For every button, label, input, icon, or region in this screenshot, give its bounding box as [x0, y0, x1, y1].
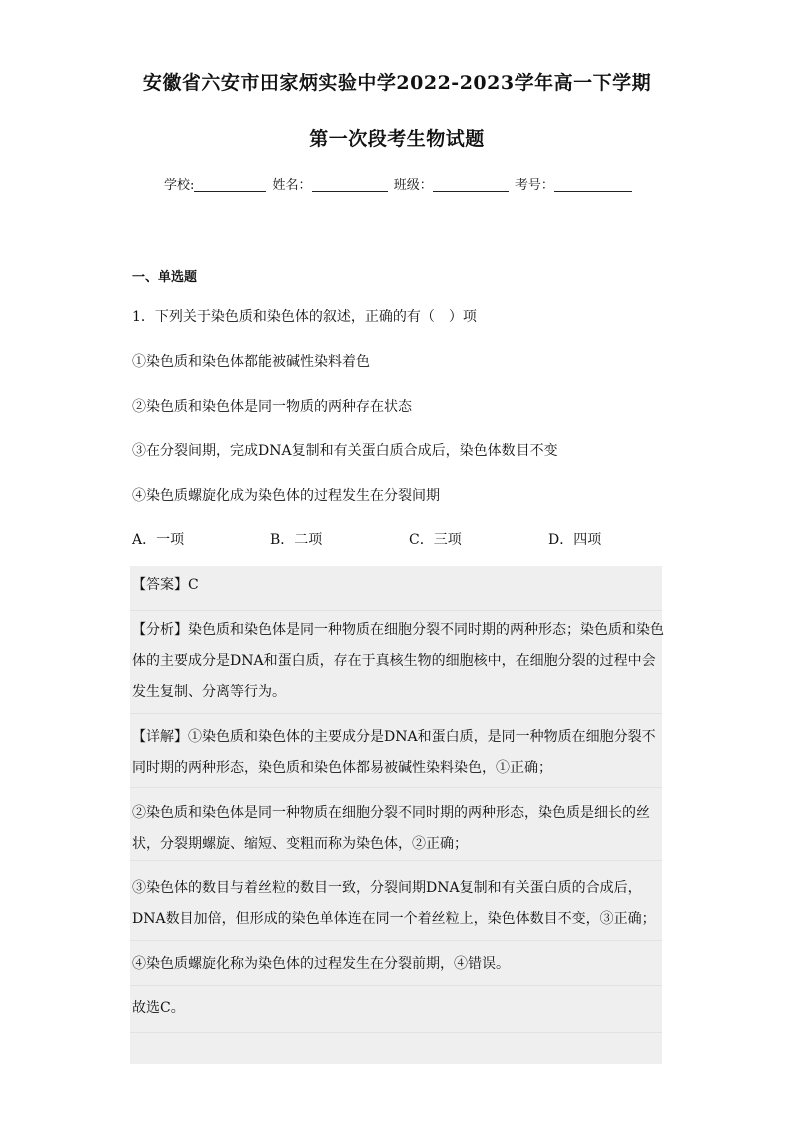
analysis-line: 体的主要成分是DNA和蛋白质，存在于真核生物的细胞核中，在细胞分裂的过程中会	[132, 653, 656, 669]
option-d: D．四项	[548, 532, 602, 548]
section-title: 一、单选题	[132, 270, 198, 285]
title-line-2: 第一次段考生物试题	[309, 128, 485, 150]
class-blank[interactable]	[433, 177, 509, 192]
statement-1: ①染色质和染色体都能被碱性染料着色	[132, 354, 370, 370]
school-label: 学校:	[164, 178, 195, 193]
detail-line: DNA数目加倍，但形成的染色单体连在同一个着丝粒上，染色体数目不变，③正确；	[132, 911, 656, 927]
title-line-1: 安徽省六安市田家炳实验中学2022-2023学年高一下学期	[142, 72, 652, 94]
answer-line: 【答案】C	[132, 577, 199, 593]
statement-3: ③在分裂间期，完成DNA复制和有关蛋白质合成后，染色体数目不变	[132, 443, 558, 459]
class-label: 班级：	[393, 178, 433, 193]
option-b: B．二项	[270, 532, 323, 548]
question-stem: 1．下列关于染色质和染色体的叙述，正确的有（ ）项	[132, 309, 477, 325]
divider	[130, 1032, 662, 1033]
divider	[130, 610, 662, 611]
divider	[130, 713, 662, 714]
divider	[130, 787, 662, 788]
detail-line: 【详解】①染色质和染色体的主要成分是DNA和蛋白质，是同一种物质在细胞分裂不	[132, 729, 656, 745]
detail-line: ②染色质和染色体是同一种物质在细胞分裂不同时期的两种形态，染色质是细长的丝	[132, 805, 650, 821]
exam-number-blank[interactable]	[554, 177, 632, 192]
name-label: 姓名：	[272, 178, 312, 193]
detail-line: ③染色体的数目与着丝粒的数目一致，分裂间期DNA复制和有关蛋白质的合成后，	[132, 880, 642, 896]
option-a: A．一项	[132, 532, 185, 548]
statement-2: ②染色质和染色体是同一物质的两种存在状态	[132, 399, 412, 415]
analysis-line: 发生复制、分离等行为。	[132, 684, 286, 700]
exam-number-label: 考号：	[514, 178, 554, 193]
conclusion-line: 故选C。	[132, 1000, 185, 1016]
option-c: C．三项	[409, 532, 462, 548]
divider	[130, 985, 662, 986]
divider	[130, 860, 662, 861]
name-blank[interactable]	[312, 177, 388, 192]
statement-4: ④染色质螺旋化成为染色体的过程发生在分裂间期	[132, 488, 440, 504]
detail-line: 状，分裂期螺旋、缩短、变粗而称为染色体，②正确；	[132, 836, 468, 852]
analysis-line: 【分析】染色质和染色体是同一种物质在细胞分裂不同时期的两种形态；染色质和染色	[132, 622, 664, 638]
school-blank[interactable]	[194, 177, 266, 192]
detail-line: 同时期的两种形态，染色质和染色体都易被碱性染料染色，①正确；	[132, 760, 552, 776]
divider	[130, 940, 662, 941]
detail-line: ④染色质螺旋化称为染色体的过程发生在分裂前期，④错误。	[132, 956, 510, 972]
student-info-row	[164, 174, 634, 193]
